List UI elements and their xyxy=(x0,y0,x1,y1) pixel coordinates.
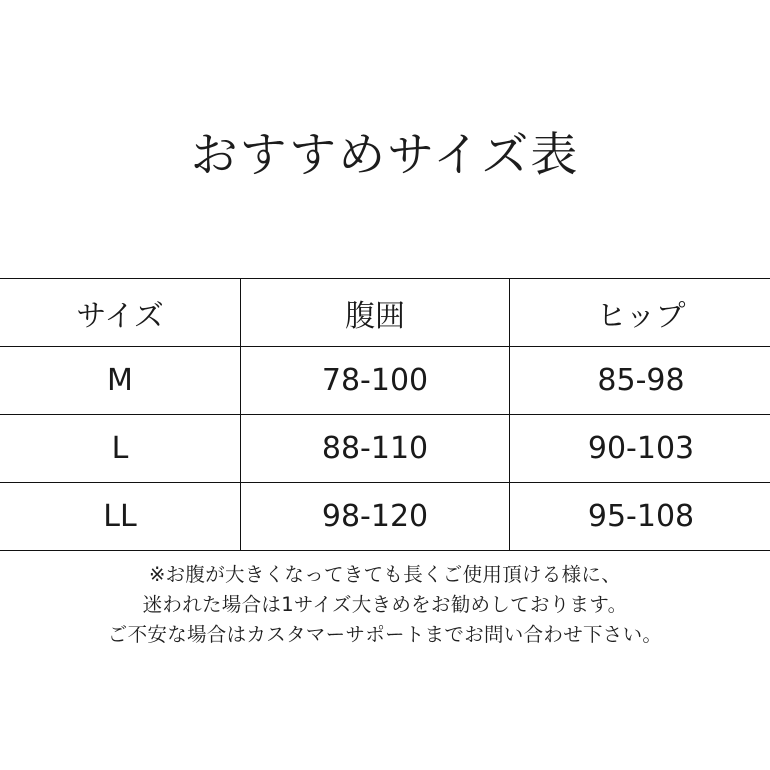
table-header-waist: 腹囲 xyxy=(241,279,510,347)
size-table xyxy=(0,278,770,551)
table-header-hip: ヒップ xyxy=(510,279,770,347)
cell-waist: 78-100 xyxy=(241,347,510,415)
page-title: おすすめサイズ表 xyxy=(190,128,580,183)
cell-hip: 95-108 xyxy=(510,483,770,551)
note-line-2: 迷われた場合は1サイズ大きめをお勧めしております。 xyxy=(142,593,628,616)
cell-size: LL xyxy=(0,483,241,551)
table-header-row xyxy=(0,279,770,347)
cell-waist: 88-110 xyxy=(241,415,510,483)
note-line-3: ご不安な場合はカスタマーサポートまでお問い合わせ下さい。 xyxy=(107,623,663,646)
table-row xyxy=(0,483,770,551)
notes-block xyxy=(0,560,770,650)
cell-waist: 98-120 xyxy=(241,483,510,551)
note-line-1: ※お腹が大きくなってきても長くご使用頂ける様に、 xyxy=(148,563,622,586)
cell-size: L xyxy=(0,415,241,483)
cell-size: M xyxy=(0,347,241,415)
table-row xyxy=(0,415,770,483)
table-header-size: サイズ xyxy=(0,279,241,347)
table-row xyxy=(0,347,770,415)
cell-hip: 90-103 xyxy=(510,415,770,483)
cell-hip: 85-98 xyxy=(510,347,770,415)
